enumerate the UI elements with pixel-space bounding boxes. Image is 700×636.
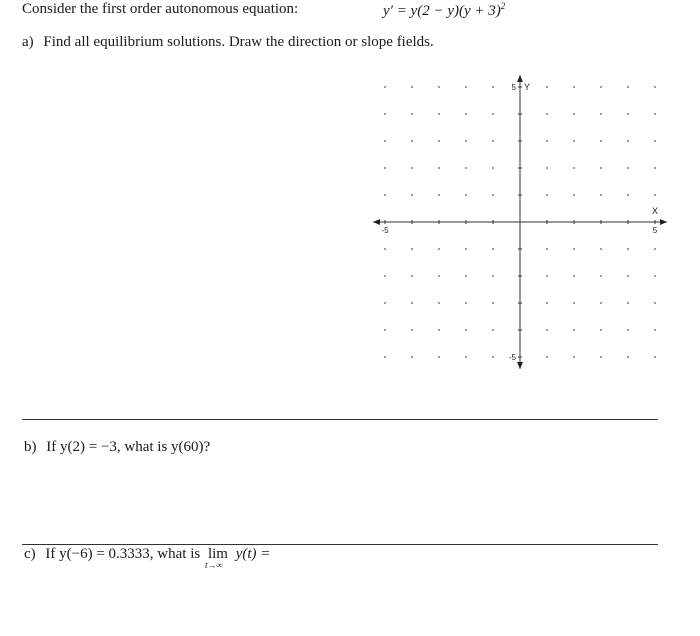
grid-dot <box>654 329 656 331</box>
grid-dot <box>384 167 386 169</box>
part-c-text: If y(−6) = 0.3333, what is <box>45 546 201 562</box>
grid-dot <box>627 113 629 115</box>
grid-dot <box>465 194 467 196</box>
grid-dot <box>411 140 413 142</box>
grid-dot <box>546 113 548 115</box>
grid-dot <box>654 140 656 142</box>
grid-dot <box>492 356 494 358</box>
y-axis-bottom-arrow <box>517 362 523 369</box>
grid-dot <box>546 329 548 331</box>
grid-dot <box>492 140 494 142</box>
grid-dot <box>573 248 575 250</box>
y-min-tick-label: -5 <box>508 353 516 362</box>
grid-dot <box>438 86 440 88</box>
grid-dot <box>411 275 413 277</box>
grid-dot <box>465 356 467 358</box>
part-a-text: Find all equilibrium solutions. Draw the direction or slope fields. <box>43 34 434 50</box>
grid-dot <box>492 329 494 331</box>
grid-dot <box>573 275 575 277</box>
grid-dot <box>465 86 467 88</box>
part-c-limit-expression: y(t) = <box>235 546 271 562</box>
grid-dot <box>546 248 548 250</box>
grid-dot <box>600 356 602 358</box>
grid-dot <box>654 167 656 169</box>
grid-dot <box>600 302 602 304</box>
grid-dot <box>384 275 386 277</box>
grid-dot <box>438 194 440 196</box>
grid-dot <box>654 356 656 358</box>
grid-dot <box>546 302 548 304</box>
grid-dot <box>438 302 440 304</box>
grid-dot <box>600 248 602 250</box>
grid-dot <box>411 248 413 250</box>
grid-dot <box>573 194 575 196</box>
x-axis-name: X <box>651 206 659 216</box>
limit-operator <box>204 546 228 570</box>
part-a-label: a) <box>22 34 34 50</box>
grid-dot <box>573 86 575 88</box>
grid-dot <box>654 194 656 196</box>
grid-dot <box>600 275 602 277</box>
grid-dot <box>438 275 440 277</box>
grid-dot <box>627 140 629 142</box>
grid-dot <box>627 167 629 169</box>
grid-dot <box>627 275 629 277</box>
limit-subscript: t→∞ <box>204 560 223 570</box>
grid-dot <box>492 86 494 88</box>
grid-dot <box>411 167 413 169</box>
x-min-tick-label: -5 <box>381 226 389 235</box>
problem-intro: Consider the first order autonomous equation: <box>22 1 299 17</box>
grid-dot <box>654 275 656 277</box>
grid-dot <box>438 113 440 115</box>
grid-dot <box>411 356 413 358</box>
grid-dot <box>573 356 575 358</box>
grid-dot <box>384 140 386 142</box>
grid-dot <box>627 248 629 250</box>
part-b-question <box>24 439 210 456</box>
grid-dot <box>384 194 386 196</box>
grid-dot <box>546 140 548 142</box>
grid-dot <box>627 86 629 88</box>
grid-dot <box>492 275 494 277</box>
grid-dot <box>546 356 548 358</box>
grid-dot <box>573 113 575 115</box>
divider-part-b <box>22 419 658 420</box>
grid-dot <box>411 194 413 196</box>
grid-dot <box>465 167 467 169</box>
x-max-tick-label: 5 <box>652 226 658 235</box>
grid-dot <box>411 329 413 331</box>
grid-dot <box>438 140 440 142</box>
y-max-tick-label: 5 <box>511 83 516 92</box>
grid-dot <box>654 113 656 115</box>
grid-dot <box>627 302 629 304</box>
grid-dot <box>627 329 629 331</box>
grid-dot <box>600 194 602 196</box>
part-b-label: b) <box>24 439 37 455</box>
grid-dot <box>600 113 602 115</box>
equation-exponent: 2 <box>500 1 506 11</box>
grid-dot <box>546 194 548 196</box>
grid-dot <box>627 356 629 358</box>
grid-dot <box>465 329 467 331</box>
grid-dot <box>546 275 548 277</box>
grid-dot <box>384 248 386 250</box>
x-axis-right-arrow <box>660 219 667 225</box>
grid-dot <box>384 356 386 358</box>
grid-dot <box>438 356 440 358</box>
grid-dot <box>600 86 602 88</box>
grid-dot <box>573 329 575 331</box>
grid-dot <box>411 86 413 88</box>
grid-dot <box>546 167 548 169</box>
grid-dot <box>573 302 575 304</box>
limit-word: lim <box>207 546 228 562</box>
grid-dot <box>384 113 386 115</box>
grid-dot <box>654 248 656 250</box>
grid-dot <box>492 167 494 169</box>
grid-dot <box>465 302 467 304</box>
grid-dot <box>411 113 413 115</box>
part-c-question <box>24 546 271 570</box>
equation-body: y′ = y(2 − y)(y + 3) <box>383 3 501 19</box>
grid-dot <box>627 194 629 196</box>
grid-dot <box>492 113 494 115</box>
grid-dot <box>438 248 440 250</box>
x-axis-left-arrow <box>373 219 380 225</box>
grid-dot <box>573 140 575 142</box>
grid-dot <box>438 167 440 169</box>
grid-dot <box>600 140 602 142</box>
grid-dot <box>438 329 440 331</box>
grid-dot <box>492 248 494 250</box>
y-axis-top-arrow <box>517 75 523 82</box>
grid-dot <box>492 194 494 196</box>
y-axis-name: Y <box>524 82 531 92</box>
grid-dot <box>384 302 386 304</box>
grid-dot <box>654 86 656 88</box>
grid-dot <box>600 329 602 331</box>
part-c-label: c) <box>24 546 36 562</box>
grid-dot <box>411 302 413 304</box>
grid-dot <box>492 302 494 304</box>
grid-dot <box>654 302 656 304</box>
grid-dot <box>465 140 467 142</box>
grid-dot <box>546 86 548 88</box>
grid-dot <box>465 275 467 277</box>
grid-dot <box>573 167 575 169</box>
grid-dot <box>384 329 386 331</box>
grid-dot <box>465 248 467 250</box>
part-b-text: If y(2) = −3, what is y(60)? <box>46 439 211 455</box>
grid-dot <box>384 86 386 88</box>
divider-part-c <box>22 544 658 545</box>
grid-dot <box>465 113 467 115</box>
grid-dot <box>600 167 602 169</box>
